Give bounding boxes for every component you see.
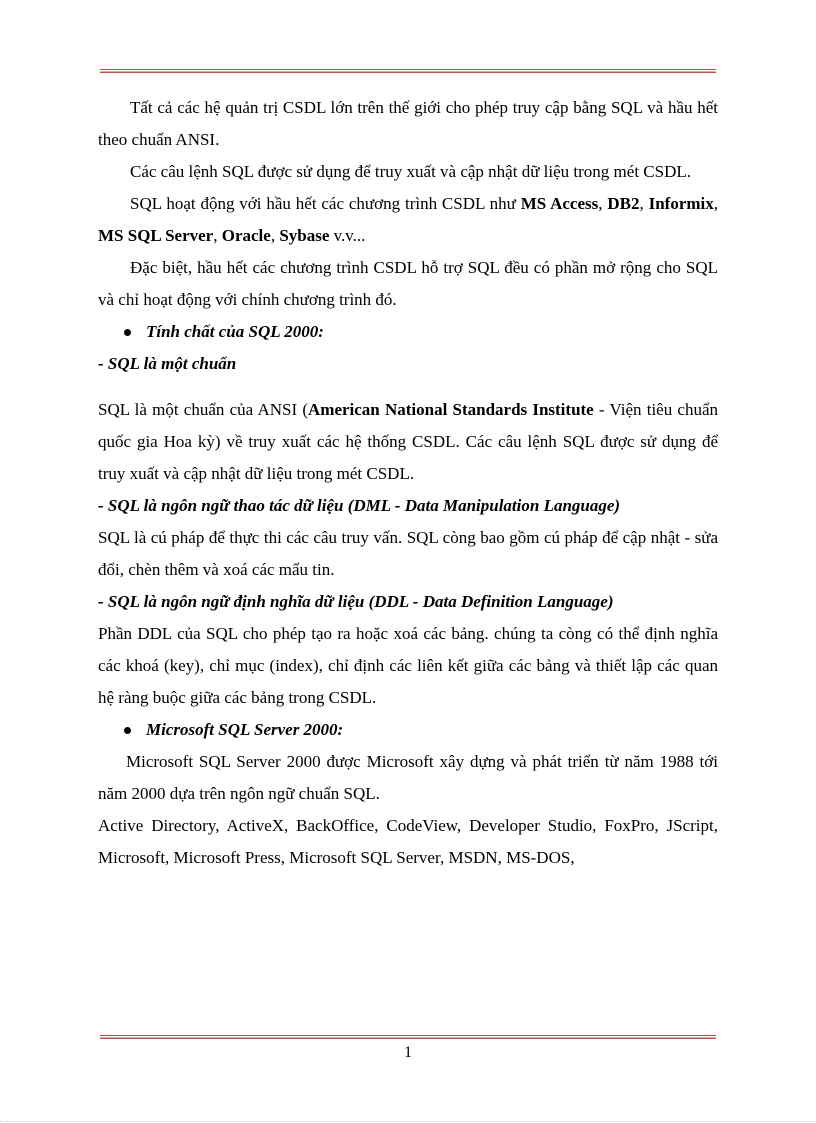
separator: , <box>270 226 280 245</box>
paragraph-trademarks: Active Directory, ActiveX, BackOffice, CodeView, Developer Studio, FoxPro, JScript, Microsoft, Microsoft Press, Microsoft SQL Server, MSDN, MS-DOS, <box>98 816 718 867</box>
paragraph-dml: SQL là cú pháp để thực thi các câu truy vấn. SQL còng bao gồm cú pháp để cập nhật - sửa đổi, chèn thêm và xoá các mẩu tin. <box>98 528 718 579</box>
bullet-icon <box>124 727 131 734</box>
product-informix: Informix <box>648 194 714 213</box>
header-rule <box>100 69 716 73</box>
paragraph-4: Đặc biệt, hầu hết các chương trình CSDL hỗ trợ SQL đều có phần mở rộng cho SQL và chỉ hoạt động với chính chương trình đó. <box>98 258 718 309</box>
subheading-ddl: - SQL là ngôn ngữ định nghĩa dữ liệu (DDL - Data Definition Language) <box>98 592 614 611</box>
document-body <box>98 92 718 874</box>
paragraph-3-text: SQL hoạt động với hầu hết các chương trình CSDL như <box>130 194 521 213</box>
text: SQL là một chuẩn của ANSI ( <box>98 400 308 419</box>
section-heading-text: Tính chất của SQL 2000: <box>146 322 324 341</box>
product-oracle: Oracle <box>221 226 271 245</box>
paragraph-1: Tất cả các hệ quản trị CSDL lớn trên thế giới cho phép truy cập bằng SQL và hầu hết theo chuẩn ANSI. <box>98 98 718 149</box>
separator: , <box>639 194 649 213</box>
paragraph-3 <box>98 188 718 252</box>
footer-rule <box>100 1035 716 1039</box>
section-heading-sql-server <box>98 714 718 746</box>
paragraph-sql-server-history: Microsoft SQL Server 2000 được Microsoft xây dựng và phát triển từ năm 1988 tới năm 2000 dựa trên ngôn ngữ chuẩn SQL. <box>98 752 718 803</box>
paragraph-ddl: Phần DDL của SQL cho phép tạo ra hoặc xoá các bảng. chúng ta còng có thể định nghĩa các khoá (key), chỉ mục (index), chỉ định các liên kết giữa các bảng và thiết lập các quan hệ ràng buộc giữa các bảng trong CSDL. <box>98 624 718 707</box>
section-heading-text: Microsoft SQL Server 2000: <box>146 720 344 739</box>
product-db2: DB2 <box>607 194 640 213</box>
subheading-sql-standard: - SQL là một chuẩn <box>98 354 237 373</box>
section-heading-sql-properties <box>98 316 718 348</box>
product-ms-sql-server: MS SQL Server <box>98 226 214 245</box>
separator: , <box>598 194 608 213</box>
paragraph-3-end: v.v... <box>329 226 366 245</box>
bullet-icon <box>124 329 131 336</box>
product-sybase: Sybase <box>279 226 330 245</box>
separator: , <box>713 194 719 213</box>
text: - Viện tiêu chuẩn quốc gia Hoa kỳ) về truy xuất các hệ thống CSDL. Các câu lệnh SQL được sử dụng để truy xuất và cập nhật dữ liệu trong mét CSDL. <box>98 400 719 483</box>
paragraph-sql-standard <box>98 394 718 490</box>
product-ms-access: MS Access <box>520 194 599 213</box>
ansi-fullname: American National Standards Institute <box>308 400 594 419</box>
paragraph-2: Các câu lệnh SQL được sử dụng để truy xuất và cập nhật dữ liệu trong mét CSDL. <box>130 162 691 181</box>
page-number: 1 <box>404 1044 412 1061</box>
separator: , <box>213 226 222 245</box>
page-edge <box>0 1121 816 1122</box>
subheading-dml: - SQL là ngôn ngữ thao tác dữ liệu (DML - Data Manipulation Language) <box>98 496 621 515</box>
